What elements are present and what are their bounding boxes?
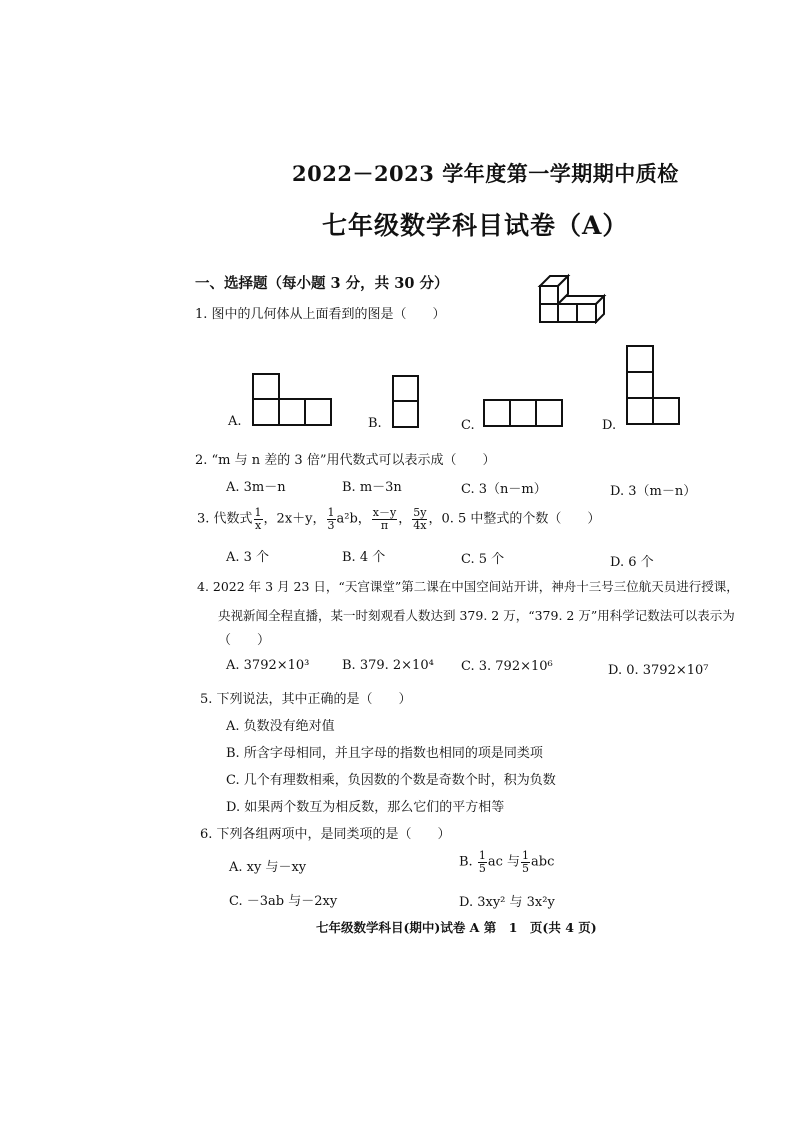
- q2-option-d[interactable]: D. 3（m－n）: [610, 484, 697, 499]
- q3-fraction-3: [372, 507, 397, 531]
- q2-stem: 2. “m 与 n 差的 3 倍”用代数式可以表示成（ ）: [195, 453, 496, 468]
- q4-stem-line3: （ ）: [218, 633, 271, 648]
- q6-option-b-fraction-1: [478, 850, 487, 874]
- q3-fraction-4-den: 4x: [413, 518, 427, 532]
- q3-term-a2b: a²b，: [336, 511, 371, 527]
- q4-option-c[interactable]: C. 3. 792×10⁶: [461, 659, 553, 674]
- q1-option-c-figure[interactable]: [482, 398, 564, 430]
- q3-prefix: 3. 代数式: [197, 511, 253, 527]
- q6-option-b-end: abc: [531, 854, 555, 870]
- q2-option-c[interactable]: C. 3（n－m）: [461, 482, 547, 497]
- q6-option-b-fraction-1-den: 5: [478, 861, 486, 875]
- q1-option-d-figure[interactable]: [625, 344, 681, 430]
- q3-fraction-1: [254, 507, 263, 531]
- q1-solid-figure: [534, 270, 608, 324]
- q1-option-a-figure[interactable]: [251, 372, 335, 428]
- q1-stem: 1. 图中的几何体从上面看到的图是（ ）: [195, 307, 446, 322]
- q3-option-d[interactable]: D. 6 个: [610, 555, 654, 570]
- q4-option-a[interactable]: A. 3792×10³: [226, 658, 310, 673]
- q6-option-a[interactable]: A. xy 与－xy: [229, 860, 307, 875]
- exam-title-line2: 七年级数学科目试卷（A）: [322, 211, 629, 240]
- q3-fraction-3-num: x－y: [372, 506, 397, 519]
- section-heading: 一、选择题（每小题 3 分，共 30 分）: [195, 275, 449, 292]
- q4-option-d[interactable]: D. 0. 3792×10⁷: [608, 663, 709, 678]
- q6-option-b-label: B.: [459, 854, 473, 870]
- q4-stem-line1: 4. 2022 年 3 月 23 日，“天宫课堂”第二课在中国空间站开讲，神舟十三号三位航天员进行授课，: [197, 579, 739, 594]
- q6-option-b-fraction-2: [521, 850, 530, 874]
- q3-sep2: ，: [398, 511, 412, 527]
- q1-option-b-figure[interactable]: [391, 374, 421, 430]
- q1-option-d-label[interactable]: D.: [602, 418, 617, 433]
- q2-option-b[interactable]: B. m－3n: [342, 480, 402, 495]
- q1-option-c-label[interactable]: C.: [461, 418, 475, 433]
- q6-option-d[interactable]: D. 3xy² 与 3x²y: [459, 895, 555, 910]
- q3-fraction-2-den: 3: [327, 518, 335, 532]
- q6-stem: 6. 下列各组两项中，是同类项的是（ ）: [200, 827, 451, 842]
- q3-fraction-2-num: 1: [327, 506, 335, 519]
- q3-suffix: ，0. 5 中整式的个数（ ）: [428, 511, 601, 527]
- q6-option-b-fraction-2-den: 5: [522, 861, 529, 875]
- q5-option-b[interactable]: B. 所含字母相同，并且字母的指数也相同的项是同类项: [226, 746, 543, 761]
- q3-fraction-4: [412, 507, 427, 531]
- q4-stem-line2: 央视新闻全程直播，某一时刻观看人数达到 379. 2 万，“379. 2 万”用科学记数法可以表示为: [218, 608, 735, 623]
- q4-option-b[interactable]: B. 379. 2×10⁴: [342, 658, 434, 673]
- q3-fraction-3-den: π: [380, 518, 389, 532]
- q5-option-c[interactable]: C. 几个有理数相乘，负因数的个数是奇数个时，积为负数: [226, 773, 556, 788]
- q3-option-a[interactable]: A. 3 个: [226, 550, 270, 565]
- q3-fraction-1-num: 1: [254, 506, 262, 519]
- q2-option-a[interactable]: A. 3m－n: [226, 480, 286, 495]
- q3-option-c[interactable]: C. 5 个: [461, 552, 505, 567]
- q6-option-b[interactable]: [459, 850, 554, 874]
- q3-stem: [197, 507, 600, 531]
- q6-option-b-mid: ac 与: [487, 854, 520, 870]
- q3-sep1: ，2x＋y，: [263, 511, 326, 527]
- q3-fraction-2: [327, 507, 336, 531]
- q3-fraction-4-num: 5y: [413, 506, 427, 519]
- q5-option-a[interactable]: A. 负数没有绝对值: [226, 719, 335, 734]
- q6-option-c[interactable]: C. －3ab 与－2xy: [229, 894, 338, 909]
- q1-option-a-label[interactable]: A.: [228, 414, 242, 429]
- q5-stem: 5. 下列说法，其中正确的是（ ）: [200, 692, 412, 707]
- q1-option-b-label[interactable]: B.: [368, 416, 382, 431]
- q5-option-d[interactable]: D. 如果两个数互为相反数，那么它们的平方相等: [226, 800, 505, 815]
- q6-option-b-fraction-2-num: 1: [522, 849, 529, 862]
- q3-fraction-1-den: x: [254, 518, 262, 532]
- q6-option-b-fraction-1-num: 1: [478, 849, 486, 862]
- q3-option-b[interactable]: B. 4 个: [342, 550, 386, 565]
- exam-title-line1: 2022－2023 学年度第一学期期中质检: [292, 161, 679, 186]
- page-footer: 七年级数学科目(期中)试卷 A 第 1 页(共 4 页): [316, 920, 597, 935]
